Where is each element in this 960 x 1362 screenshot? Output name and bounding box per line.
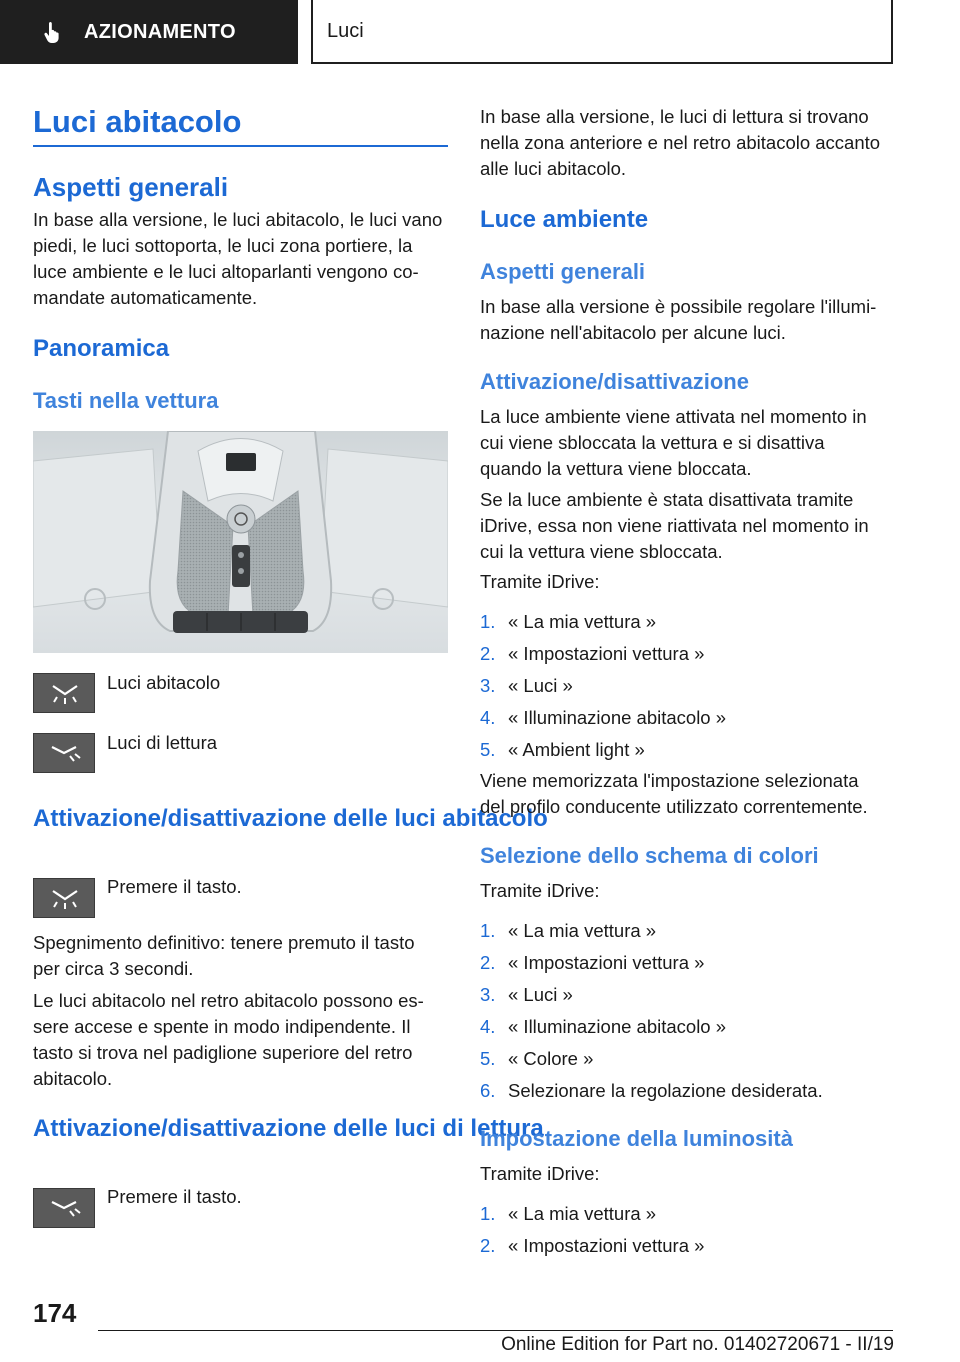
heading-overview: Panoramica xyxy=(33,335,170,362)
interior-press-text: Premere il tasto. xyxy=(107,876,242,897)
ambient-general-text: In base alla versione è possibile regolare l'illumi‐ nazione nell'abitacolo per alcune luci. xyxy=(480,296,877,343)
activation-text-2: Se la luce ambiente è stata disattivata tramite iDrive, essa non viene riattivata nel momento in cui la vettura viene sbloccata. xyxy=(480,489,869,562)
interior-text-1: Spegnimento definitivo: tenere premuto il tasto per circa 3 secondi. xyxy=(33,932,415,979)
reading-press-text: Premere il tasto. xyxy=(107,1186,242,1207)
section-title: AZIONAMENTO xyxy=(84,20,236,43)
edition-footer: Online Edition for Part no. 01402720671 - II/19 xyxy=(501,1334,894,1355)
heading-buttons: Tasti nella vettura xyxy=(33,388,219,413)
heading-color-scheme: Selezione dello schema di colori xyxy=(480,843,819,868)
via-idrive-1: Tramite iDrive: xyxy=(480,571,600,592)
hand-pointer-icon xyxy=(40,20,64,44)
footer-rule xyxy=(98,1330,893,1331)
via-idrive-3: Tramite iDrive: xyxy=(480,1163,600,1184)
activation-text-1: La luce ambiente viene attivata nel momento in cui viene sbloccata la vettura e si disattiva quando la vettura viene bloccata. xyxy=(480,406,867,479)
heading-reading-toggle: Attivazione/disattivazione delle luci di lettura xyxy=(33,1115,544,1142)
reading-light-icon xyxy=(33,733,95,773)
page-number: 174 xyxy=(33,1298,77,1328)
legend-label-interior: Luci abitacolo xyxy=(107,672,221,693)
heading-general: Aspetti generali xyxy=(33,172,229,202)
interior-light-icon xyxy=(33,673,95,713)
heading-ambient-general: Aspetti generali xyxy=(480,259,646,284)
interior-light-icon xyxy=(33,878,95,918)
chapter-title: Luci xyxy=(327,19,364,42)
heading-activation: Attivazione/disattivazione xyxy=(480,369,749,394)
heading-ambient: Luce ambiente xyxy=(480,206,649,233)
general-text: In base alla versione, le luci abitacolo, le luci vano piedi, le luci sottoporta, le luci zona portiere, la luce ambiente e le luci altoparlanti vengono co‐ mandate automaticamente. xyxy=(33,209,443,308)
reading-light-icon xyxy=(33,1188,95,1228)
section-tab[interactable] xyxy=(0,0,298,64)
legend-label-reading: Luci di lettura xyxy=(107,732,218,753)
heading-brightness: Impostazione della luminosità xyxy=(480,1126,793,1151)
reading-intro-text: In base alla versione, le luci di lettura si trovano nella zona anteriore e nel retro abitacolo accanto alle luci abitacolo. xyxy=(480,106,881,179)
title-rule xyxy=(33,145,448,147)
heading-interior-toggle: Attivazione/disattivazione delle luci abitacolo xyxy=(33,805,548,832)
page-title: Luci abitacolo xyxy=(33,104,242,139)
interior-text-2: Le luci abitacolo nel retro abitacolo possono es‐ sere accese e spente in modo indipendente. Il tasto si trova nel padiglione superiore del retro abitacolo. xyxy=(33,990,424,1089)
memory-text: Viene memorizzata l'impostazione selezionata del profilo conducente utilizzato correntemente. xyxy=(480,770,868,817)
roof-console-photo xyxy=(33,431,448,653)
via-idrive-2: Tramite iDrive: xyxy=(480,880,600,901)
chapter-tab xyxy=(311,0,893,64)
